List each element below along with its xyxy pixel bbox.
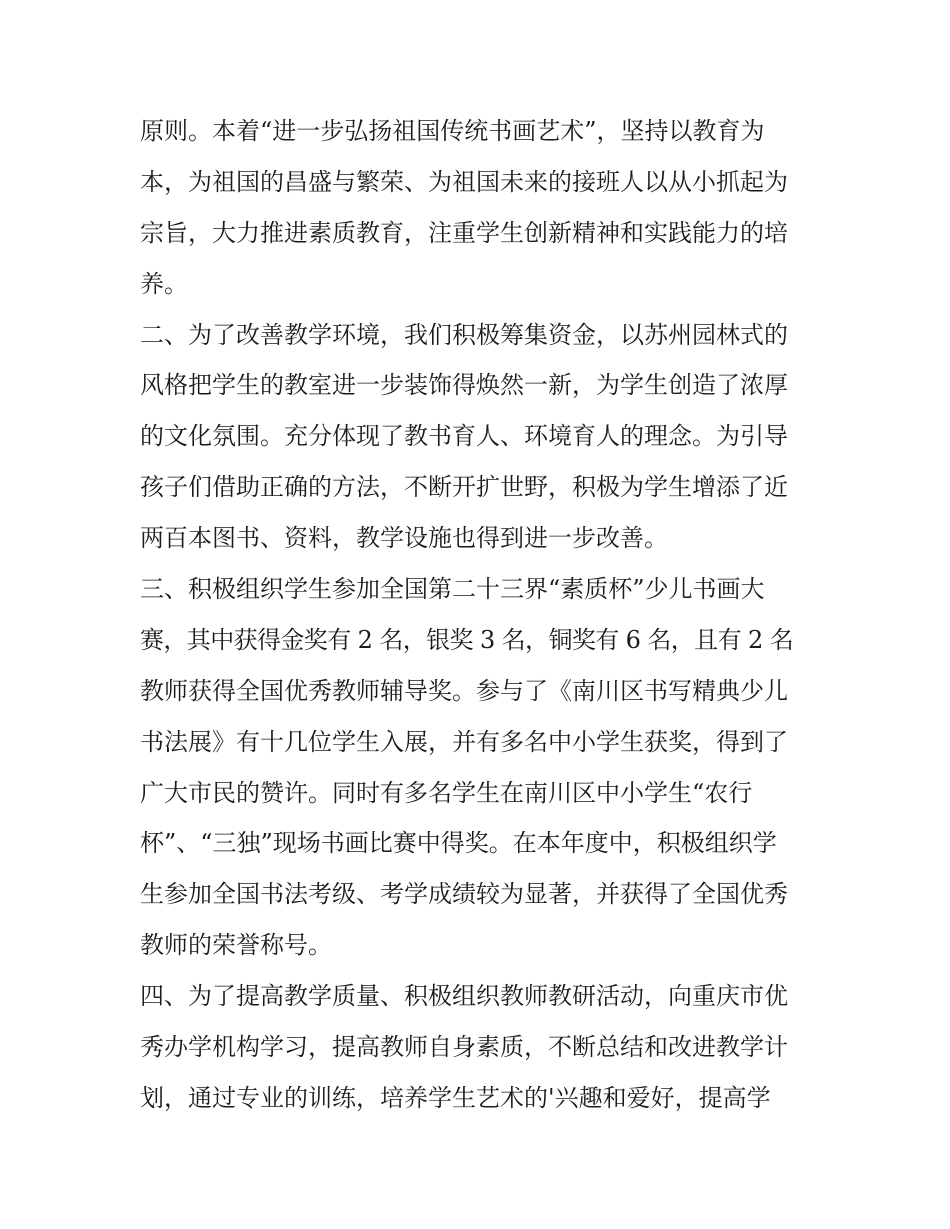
document-body [140, 106, 820, 1124]
text-line: 四、为了提高教学质量、积极组织教师教研活动，向重庆市优 [140, 982, 788, 1011]
text-line: 教师的荣誉称号。 [140, 931, 332, 960]
text-line: 教师获得全国优秀教师辅导奖。参与了《南川区书写精典少儿 [140, 676, 788, 705]
text-line: 原则。本着“进一步弘扬祖国传统书画艺术”，坚持以教育为 [140, 117, 765, 145]
text-line: 秀办学机构学习，提高教师自身素质，不断总结和改进教学计 [140, 1033, 788, 1062]
text-line: 杯”、“三独”现场书画比赛中得奖。在本年度中，积极组织学 [140, 829, 777, 858]
text-line: 二、为了改善教学环境，我们积极筹集资金，以苏州园林式的 [140, 320, 788, 349]
text-line: 划，通过专业的训练，培养学生艺术的'兴趣和爱好，提高学 [140, 1083, 771, 1112]
text-line: 生参加全国书法考级、考学成绩较为显著，并获得了全国优秀 [140, 880, 788, 909]
text-line: 赛，其中获得金奖有 2 名，银奖 3 名，铜奖有 6 名，且有 2 名 [140, 625, 794, 654]
text-line: 风格把学生的教室进一步装饰得焕然一新，为学生创造了浓厚 [140, 371, 788, 400]
text-line: 宗旨，大力推进素质教育，注重学生创新精神和实践能力的培 [140, 218, 788, 247]
text-line: 养。 [140, 269, 188, 298]
text-line: 广大市民的赞许。同时有多名学生在南川区中小学生“农行 [140, 778, 753, 807]
text-line: 本，为祖国的昌盛与繁荣、为祖国未来的接班人以从小抓起为 [140, 167, 788, 196]
text-line: 三、积极组织学生参加全国第二十三界“素质杯”少儿书画大 [140, 575, 765, 604]
text-line: 书法展》有十几位学生入展，并有多名中小学生获奖，得到了 [140, 727, 788, 756]
text-line: 孩子们借助正确的方法，不断开扩世野，积极为学生增添了近 [140, 473, 788, 502]
text-line: 的文化氛围。充分体现了教书育人、环境育人的理念。为引导 [140, 422, 788, 451]
text-line: 两百本图书、资料，教学设施也得到进一步改善。 [140, 524, 668, 553]
